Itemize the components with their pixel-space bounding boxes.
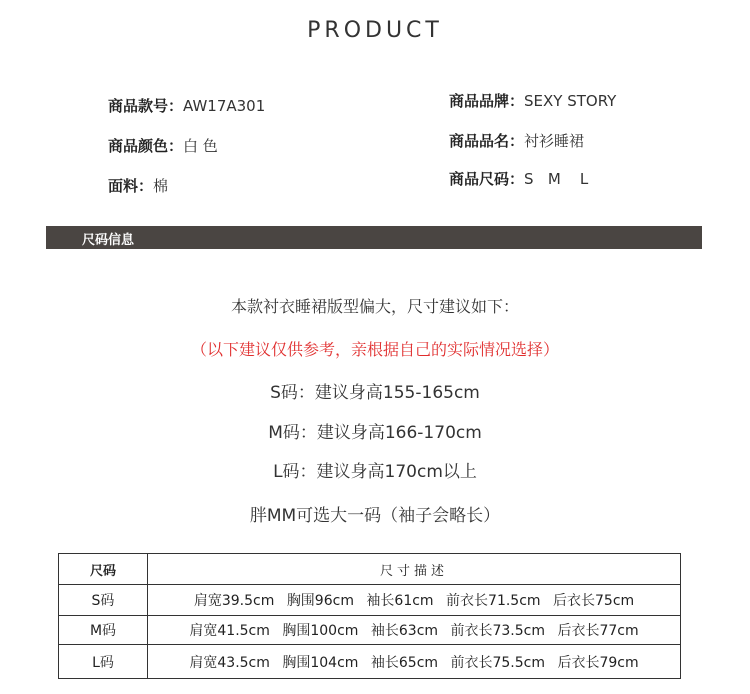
size-table [58,553,681,679]
size-advice-l: L码：建议身高170cm以上 [273,462,477,482]
product-color-label: 商品颜色： [108,137,184,155]
table-row [59,585,681,616]
front-length: 前衣长75.5cm [450,654,545,671]
table-row [59,645,681,679]
row-description [148,585,681,616]
row-size: S码 [59,585,148,616]
section-header-bar [46,226,702,249]
size-column-header: 尺码 [59,554,148,585]
size-advice-s: S码：建议身高155-165cm [270,383,480,403]
size-table-header [59,554,681,585]
shoulder-width: 肩宽39.5cm [193,593,275,609]
sleeve-length: 袖长63cm [370,623,439,639]
style-number-value: AW17A301 [183,97,266,115]
shoulder-width: 肩宽43.5cm [189,654,270,671]
table-row [59,616,681,645]
back-length: 后衣长75cm [553,593,635,609]
row-size: L码 [59,645,148,679]
product-color-value: 白 色 [183,137,218,155]
sleeve-length: 袖长65cm [370,654,439,671]
fabric-label: 面料： [108,177,154,195]
product-sizes-label: 商品尺码： [449,170,525,188]
sleeve-length: 袖长61cm [366,593,434,609]
product-name [449,130,584,151]
product-name-label: 商品品名： [449,132,525,150]
chest: 胸围96cm [286,593,354,609]
size-advice-intro: 本款衬衣睡裙版型偏大，尺寸建议如下： [230,297,519,316]
style-number-label: 商品款号： [108,97,184,115]
fabric-value: 棉 [153,177,169,195]
front-length: 前衣长73.5cm [450,623,545,639]
brand-value: SEXY STORY [524,92,617,110]
size-advice-plus: 胖MM可选大一码（袖子会略长） [249,506,501,526]
fabric [108,175,168,196]
product-sizes [449,168,588,189]
shoulder-width: 肩宽41.5cm [189,623,270,639]
brand-label: 商品品牌： [449,92,525,110]
row-description [148,616,681,645]
row-description [148,645,681,679]
front-length: 前衣长71.5cm [446,593,541,609]
brand [449,90,616,111]
page-title: PRODUCT [307,18,443,43]
chest: 胸围104cm [282,654,359,671]
section-header-title: 尺码信息 [82,233,135,248]
chest: 胸围100cm [282,623,359,639]
size-advice-m: M码：建议身高166-170cm [268,423,482,443]
back-length: 后衣长77cm [557,623,639,639]
size-advice-note: （以下建议仅供参考，亲根据自己的实际情况选择） [190,340,559,359]
product-name-value: 衬衫睡裙 [524,132,585,150]
row-size: M码 [59,616,148,645]
product-color [108,135,218,156]
back-length: 后衣长79cm [557,654,639,671]
product-sizes-value: S M L [524,170,589,188]
style-number [108,95,265,116]
description-column-header: 尺寸描述 [148,554,681,585]
